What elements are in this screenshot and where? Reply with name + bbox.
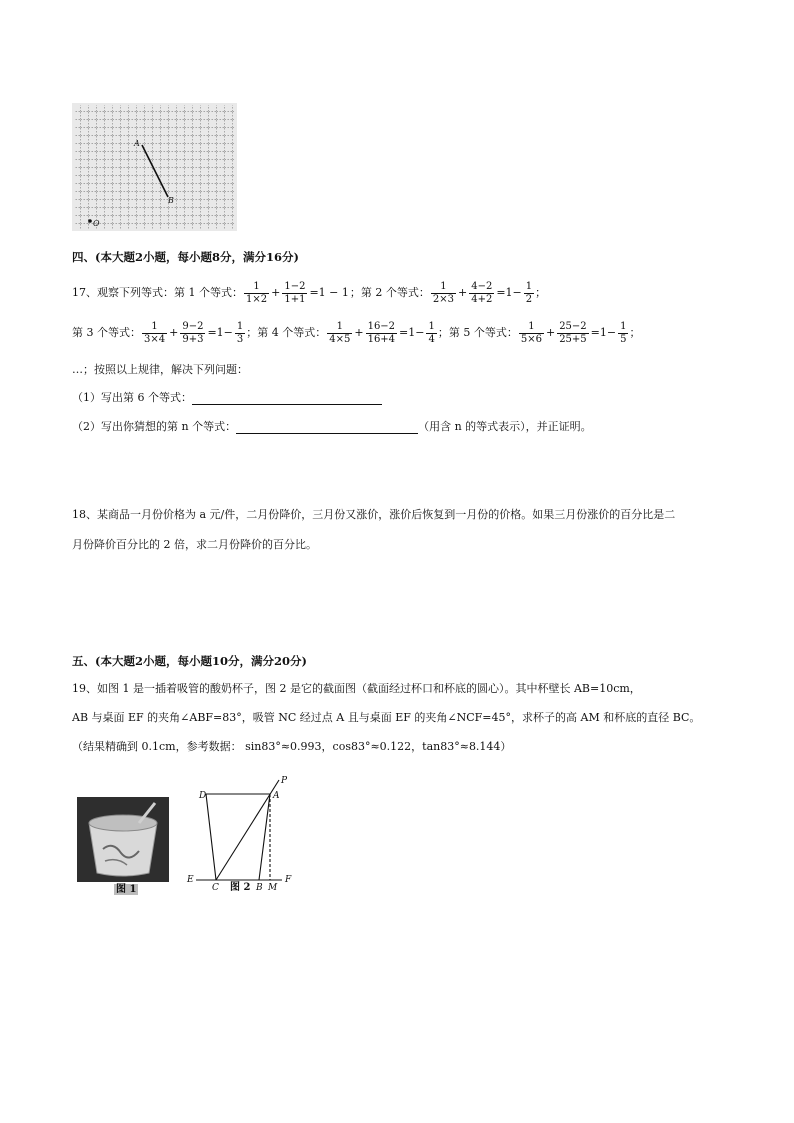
figure1-caption: 图 1 [116, 884, 137, 895]
grid-label-o: O [93, 219, 100, 228]
answer-blank-1[interactable] [192, 392, 382, 405]
q17-intro: 17、观察下列等式：第 1 个等式： [72, 286, 243, 299]
fig2-label-f: F [285, 875, 292, 885]
section4-heading: 四、(本大题2小题，每小题8分，满分16分) [72, 250, 299, 264]
grid-label-a: A [134, 139, 140, 148]
q17-line2: 第 3 个等式： $\frac{1}{3\times 4}$ + $\frac{9-2}{9+3}$ =1− $\frac{1}{3}$ ；第 4 个等式： $\frac{1}{4\times 5}$ + $\frac{16-2}{16+4}$ =1− $\frac{1}{4}$ ；第 5 个等式： $\frac{1}{5\times 6}$ + $\frac{25-2}{25+5}$ =1− $\frac{1}{5}$ ； [72, 320, 641, 345]
grid-figure [72, 103, 237, 231]
point-o [88, 219, 92, 223]
q19-line3: （结果精确到 0.1cm，参考数据： sin83°≈0.993，cos83°≈0.122，tan83°≈8.144） [72, 740, 512, 753]
q17-part2: （2）写出你猜想的第 n 个等式： （用含 n 的等式表示），并正证明。 [72, 420, 592, 433]
fig2-label-c: C [212, 883, 219, 893]
grid-label-b: B [168, 196, 174, 205]
eq2-frac3: $\frac{1}{2}$ [525, 280, 533, 305]
q19-line2: AB 与桌面 EF 的夹角∠ABF=83°，吸管 NC 经过点 A 且与桌面 EF 的夹角∠NCF=45°，求杯子的高 AM 和杯底的直径 BC。 [72, 711, 701, 724]
q17-part1: （1）写出第 6 个等式： [72, 391, 382, 405]
grid-figure-svg [72, 103, 237, 231]
fig2-label-m: M [268, 883, 278, 893]
yogurt-cup-image [77, 797, 169, 882]
figure2-diagram [186, 774, 298, 894]
fig2-caption: 图 2 [230, 882, 251, 893]
eq2-frac1: $\frac{1}{2\times 3}$ [432, 280, 454, 305]
fig2-label-b: B [256, 883, 263, 893]
fig2-label-d: D [199, 791, 207, 801]
eq1-frac2: $\frac{1-2}{1+1}$ [284, 280, 306, 305]
eq2-frac2: $\frac{4-2}{4+2}$ [471, 280, 493, 305]
section5-heading: 五、(本大题2小题，每小题10分，满分20分) [72, 654, 307, 668]
answer-blank-2[interactable] [236, 421, 418, 434]
eq3-label: 第 3 个等式： [72, 326, 141, 339]
q18-line1: 18、某商品一月份价格为 a 元/件，二月份降价，三月份又涨价，涨价后恢复到一月份的价格。如果三月份涨价的百分比是二 [72, 508, 676, 521]
eq1-frac1: $\frac{1}{1\times 2}$ [246, 280, 268, 305]
q17-rule: …；按照以上规律，解决下列问题： [72, 363, 248, 376]
fig2-label-a: A [273, 791, 280, 801]
q17-line1: 17、观察下列等式：第 1 个等式： $\frac{1}{1\times 2}$ + $\frac{1-2}{1+1}$ =1 − 1 ；第 2 个等式： $\frac{1}{2\times 3}$ + $\frac{4-2}{4+2}$ =1− $\frac{1}{2}$ ； [72, 280, 547, 305]
q18-line2: 月份降价百分比的 2 倍，求二月份降价的百分比。 [72, 538, 317, 551]
q19-line1: 19、如图 1 是一插着吸管的酸奶杯子，图 2 是它的截面图（截面经过杯口和杯底的圆心）。其中杯壁长 AB=10cm， [72, 682, 641, 695]
fig2-label-e: E [187, 875, 194, 885]
figure1-photo [77, 797, 169, 882]
fig2-label-p: P [281, 776, 288, 786]
